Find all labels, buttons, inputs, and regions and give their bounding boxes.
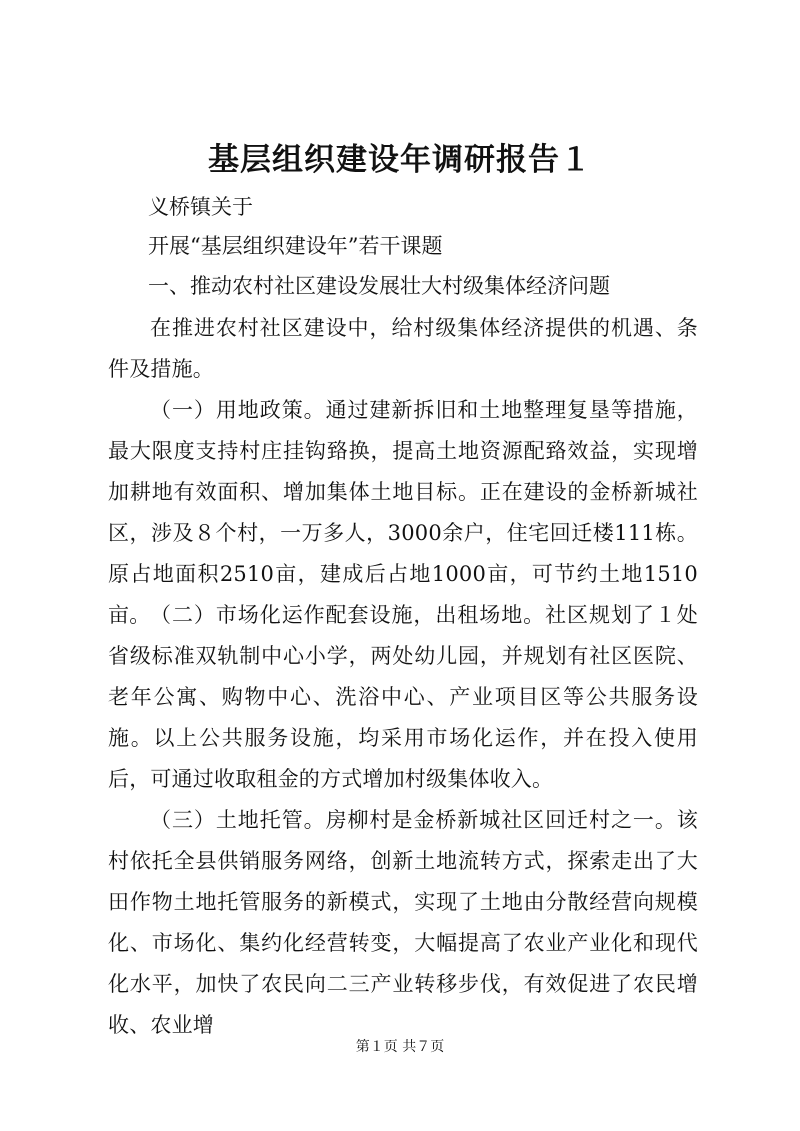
paragraph-3: （二）市场化运作配套设施，出租场地。社区规划了１处省级标准双轨制中心小学，两处幼儿园，并规划有社区医院、老年公寓、购物中心、洗浴中心、产业项目区等公共服务设施。以上公共服务设施，均采用市场化运作，并在投入使用后，可通过收取租金的方式增加村级集体收入。 [108, 603, 698, 791]
document-title: 基层组织建设年调研报告１ [208, 142, 592, 178]
paragraph-2: （一）用地政策。通过建新拆旧和土地整理复垦等措施，最大限度支持村庄挂钩臵换，提高土地资源配臵效益，实现增加耕地有效面积、增加集体土地目标。正在建设的金桥新城社区，涉及８个村，一万多人，3000余户，住宅回迁楼111栋。原占地面积2510亩，建成后占地1000亩，可节约土地1510亩。 [108, 398, 698, 627]
section-heading: 一、推动农村社区建设发展壮大村级集体经济问题 [148, 274, 610, 298]
page-footer: 第１页 共７页 [355, 1039, 445, 1055]
paragraph-4: （三）土地托管。房柳村是金桥新城社区回迁村之一。该村依托全县供销服务网络，创新土地流转方式，探索走出了大田作物土地托管服务的新模式，实现了土地由分散经营向规模化、市场化、集约化经营转变，大幅提高了农业产业化和现代化水平，加快了农民向二三产业转移步伐，有效促进了农民增收、农业增 [108, 808, 698, 1037]
intro-line-1: 义桥镇关于 [148, 195, 253, 219]
paragraph-1: 在推进农村社区建设中，给村级集体经济提供的机遇、条件及措施。 [108, 316, 698, 381]
intro-line-2: 开展“基层组织建设年”若干课题 [148, 234, 443, 258]
